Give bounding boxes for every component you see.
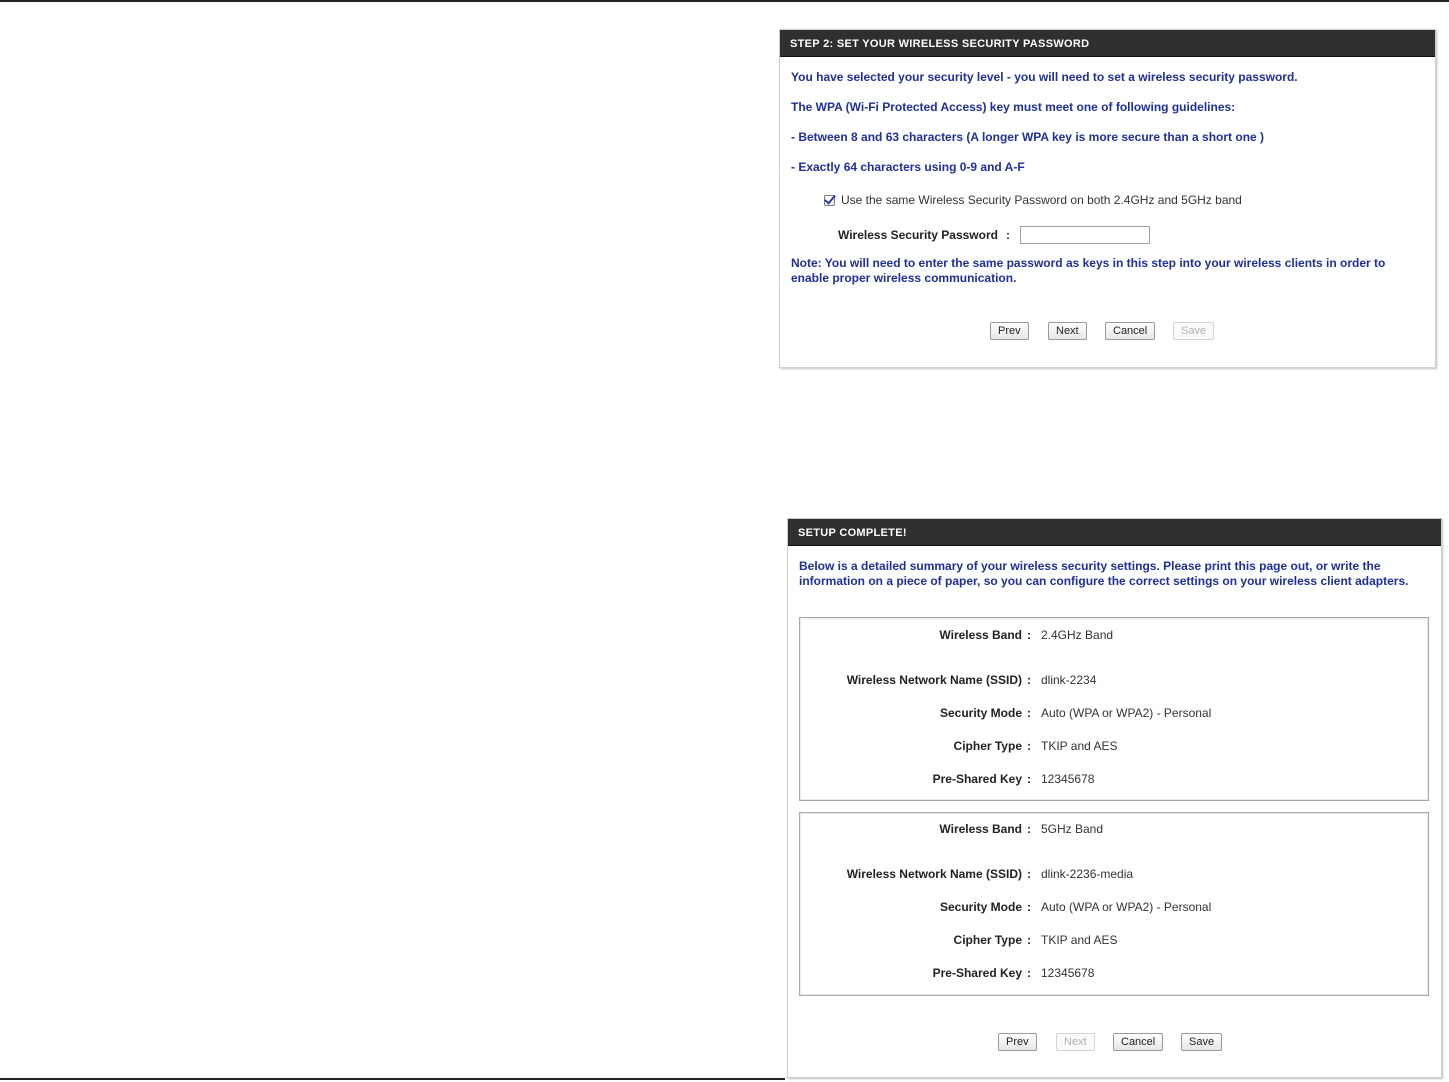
psk-label: Pre-Shared Key — [932, 966, 1022, 980]
complete-title: SETUP COMPLETE! — [788, 519, 1441, 546]
band-label: Wireless Band — [939, 628, 1022, 642]
cipher-type-value: TKIP and AES — [1041, 933, 1118, 947]
ssid-label: Wireless Network Name (SSID) — [846, 867, 1022, 881]
cipher-type-label: Cipher Type — [953, 933, 1022, 947]
step2-title: STEP 2: SET YOUR WIRELESS SECURITY PASSWORD — [780, 30, 1435, 57]
ssid-label: Wireless Network Name (SSID) — [846, 673, 1022, 687]
step2-save-button: Save — [1173, 322, 1214, 340]
colon: : — [1027, 739, 1031, 753]
complete-intro: Below is a detailed summary of your wireless security settings. Please print this page out, or write the information on a piece of paper, so you can configure the correct settings on your wireless client adapters. — [799, 559, 1409, 588]
step2-next-button[interactable]: Next — [1048, 322, 1087, 340]
step2-guideline-hex: - Exactly 64 characters using 0-9 and A-F — [791, 160, 1025, 174]
step2-prev-button[interactable]: Prev — [990, 322, 1029, 340]
security-mode-value: Auto (WPA or WPA2) - Personal — [1041, 900, 1212, 914]
colon: : — [1027, 673, 1031, 687]
ssid-value: dlink-2234 — [1041, 673, 1097, 687]
top-rule — [0, 0, 1449, 2]
cipher-type-label: Cipher Type — [953, 739, 1022, 753]
step2-panel — [779, 29, 1436, 368]
psk-value: 12345678 — [1041, 966, 1095, 980]
band-value: 2.4GHz Band — [1041, 628, 1114, 642]
step2-guidelines-text: The WPA (Wi-Fi Protected Access) key must meet one of following guidelines: — [791, 100, 1236, 114]
bottom-rule — [0, 1078, 785, 1080]
password-row — [838, 226, 1150, 244]
password-label: Wireless Security Password — [838, 228, 998, 242]
colon: : — [1027, 933, 1031, 947]
complete-save-button[interactable]: Save — [1181, 1033, 1222, 1051]
complete-next-button: Next — [1056, 1033, 1095, 1051]
step2-note: Note: You will need to enter the same password as keys in this step into your wireless clients in order to enable proper wireless communication. — [791, 256, 1386, 285]
summary-box-24ghz — [799, 617, 1429, 801]
colon: : — [1027, 900, 1031, 914]
setup-complete-panel — [787, 518, 1442, 1078]
password-colon: : — [1005, 228, 1010, 242]
band-value: 5GHz Band — [1041, 822, 1104, 836]
step2-guideline-length: - Between 8 and 63 characters (A longer WPA key is more secure than a short one ) — [791, 130, 1265, 144]
complete-cancel-button[interactable]: Cancel — [1113, 1033, 1163, 1051]
colon: : — [1027, 628, 1031, 642]
psk-label: Pre-Shared Key — [932, 772, 1022, 786]
security-mode-value: Auto (WPA or WPA2) - Personal — [1041, 706, 1212, 720]
summary-box-5ghz — [799, 812, 1429, 996]
security-mode-label: Security Mode — [939, 900, 1022, 914]
colon: : — [1027, 822, 1031, 836]
band-label: Wireless Band — [939, 822, 1022, 836]
security-mode-label: Security Mode — [939, 706, 1022, 720]
complete-prev-button[interactable]: Prev — [998, 1033, 1037, 1051]
colon: : — [1027, 966, 1031, 980]
colon: : — [1027, 772, 1031, 786]
same-password-row — [824, 193, 1242, 207]
wireless-password-input[interactable] — [1020, 226, 1150, 244]
ssid-value: dlink-2236-media — [1041, 867, 1134, 881]
colon: : — [1027, 706, 1031, 720]
psk-value: 12345678 — [1041, 772, 1095, 786]
same-password-label: Use the same Wireless Security Password on both 2.4GHz and 5GHz band — [841, 193, 1242, 207]
same-password-checkbox[interactable] — [824, 195, 835, 206]
cipher-type-value: TKIP and AES — [1041, 739, 1118, 753]
step2-cancel-button[interactable]: Cancel — [1105, 322, 1155, 340]
step2-intro-text: You have selected your security level - you will need to set a wireless security password. — [791, 70, 1298, 84]
colon: : — [1027, 867, 1031, 881]
